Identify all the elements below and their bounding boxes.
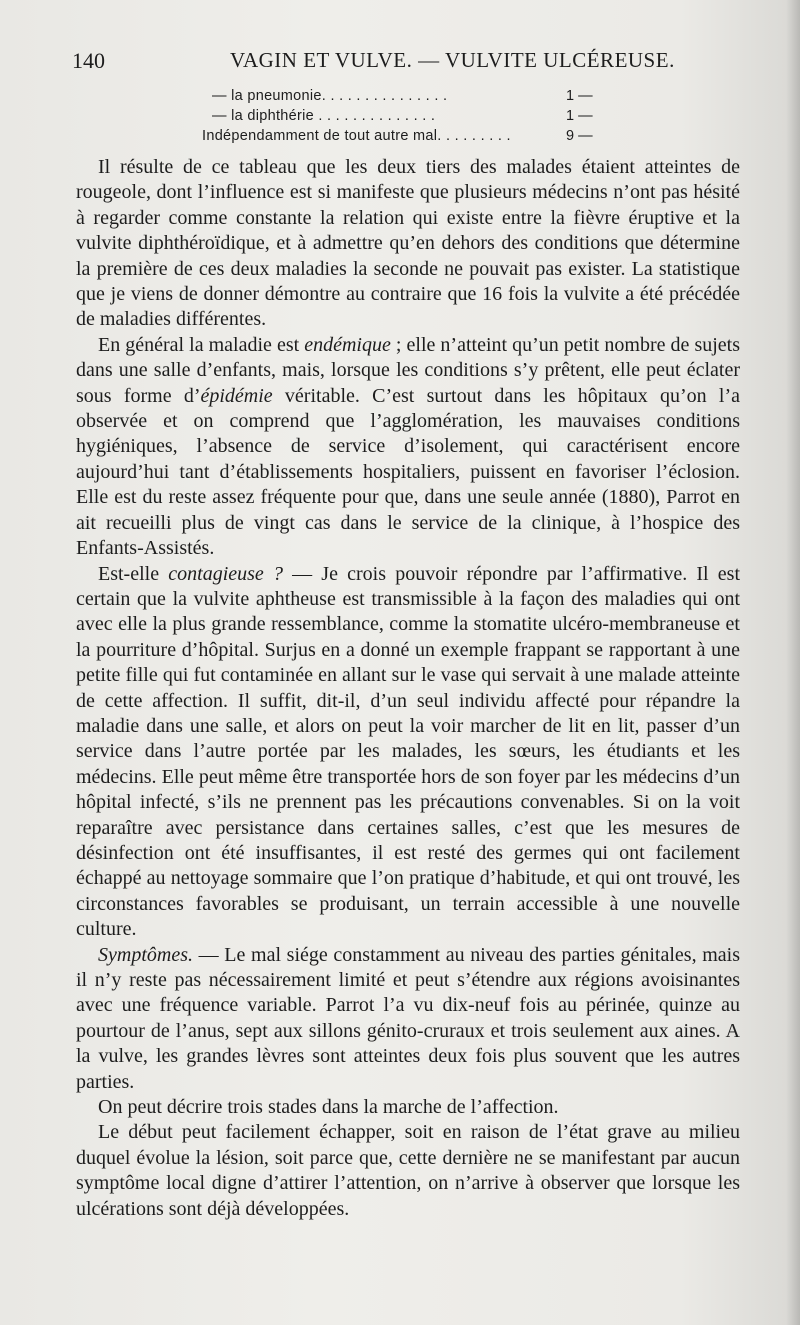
stat-label: Indépendamment de tout autre mal. . . . . . . . . — [202, 128, 511, 144]
paragraph: Le début peut facilement échapper, soit en raison de l’état grave au milieu duquel évolue la lésion, soit parce que, cette dernière ne se manifestant par aucun symptôme local digne d’attirer l’attention, on n’arrive à observer que lorsque les ulcérations sont déjà développées. — [76, 1121, 740, 1220]
stat-row — [0, 108, 800, 128]
page-edge-shadow — [786, 0, 800, 1325]
text-run: Est-elle — [98, 562, 169, 585]
italic-term: épidémie — [200, 384, 273, 407]
text-run: ; elle n’atteint qu’un petit nombre de sujets dans une salle d’enfants, mais, lorsque les conditions s’y prêtent, elle peut éclater sous forme d’ — [76, 333, 741, 407]
paragraph — [76, 333, 740, 562]
section-heading-italic: Symptômes. — [98, 943, 193, 966]
page-header — [72, 48, 732, 78]
paragraph — [76, 943, 740, 1095]
paragraph: Il résulte de ce tableau que les deux tiers des malades étaient atteintes de rougeole, dont l’influence est si manifeste que plusieurs médecins n’ont pas hésité à regarder comme constante la relation qui existe entre la fièvre éruptive et la vulvite diphthéroïdique, et à admettre qu’en dehors des conditions que détermine la première de ces deux maladies la seconde ne pouvait pas exister. La statistique que je viens de donner démontre au contraire que 16 fois la vulvite a été précédée de maladies différentes. — [76, 156, 740, 331]
italic-term: endémique — [304, 333, 391, 356]
stat-row — [0, 128, 800, 148]
paragraph: On peut décrire trois stades dans la marche de l’affection. — [98, 1096, 559, 1119]
text-run: En général la maladie est — [98, 333, 305, 356]
text-run: véritable. C’est surtout dans les hôpitaux qu’on l’a observée et on comprend que l’agglomération, les mauvaises conditions hygiéniques, l’absence de service d’isolement, qui caractérisent encore aujourd’hui tant d’établissements hospitaliers, puissent en favoriser l’éclosion. Elle est du reste assez fréquente pour que, dans une seule année (1880), Parrot en ait recueilli plus de vingt cas dans le service de la clinique, à l’hospice des Enfants-Assistés. — [76, 384, 741, 560]
text-run: — Le mal siége constamment au niveau des parties génitales, mais il n’y reste pas nécessairement limité et peut s’étendre aux régions avoisinantes avec une fréquence variable. Parrot l’a vu dix-neuf fois au périnée, quinze au pourtour de l’anus, sept aux sillons génito-cruraux et trois seulement aux aines. A la vulve, les grandes lèvres sont atteintes deux fois plus souvent que les autres parties. — [76, 943, 740, 1093]
running-title: VAGIN ET VULVE. — VULVITE ULCÉREUSE. — [230, 48, 675, 72]
page-number: 140 — [72, 48, 105, 73]
paragraph — [76, 562, 740, 943]
stat-row — [0, 88, 800, 108]
italic-term: contagieuse ? — [168, 562, 283, 585]
stat-label: — la pneumonie. . . . . . . . . . . . . . . — [212, 88, 448, 104]
stat-value: 9 — — [566, 128, 593, 144]
stat-value: 1 — — [566, 88, 593, 104]
text-run: — Je crois pouvoir répondre par l’affirmative. Il est certain que la vulvite aphtheuse est transmissible à la façon des maladies qui ont avec elle la plus grande ressemblance, comme la stomatite ulcéro-membraneuse et la pourriture d’hôpital. Surjus en a donné un exemple frappant se rapportant à une petite fille qui fut contaminée en allant sur le vase qui servait à une malade atteinte de cette affection. Il suffit, dit-il, d’un seul individu affecté pour répandre la maladie dans une salle, et alors on peut la voir marcher de lit en lit, passer d’un service dans l’autre portée par les malades, les sœurs, les étudiants et les médecins. Elle peut même être transportée hors de son foyer par les médecins d’un hôpital infecté, s’ils ne prennent pas les précautions convenables. Si on la voit reparaître avec persistance dans certaines salles, c’est que les mesures de désinfection ont été insuffisantes, il est resté des germes qui ont facilement échappé au nettoyage sommaire que l’on pratique d’habitude, et qui ont trouvé, les circonstances favorables se produisant, un terrain accessible à une nouvelle culture. — [76, 562, 740, 941]
body-text — [76, 155, 740, 1222]
stat-label: — la diphthérie . . . . . . . . . . . . . . — [212, 108, 436, 124]
stat-value: 1 — — [566, 108, 593, 124]
